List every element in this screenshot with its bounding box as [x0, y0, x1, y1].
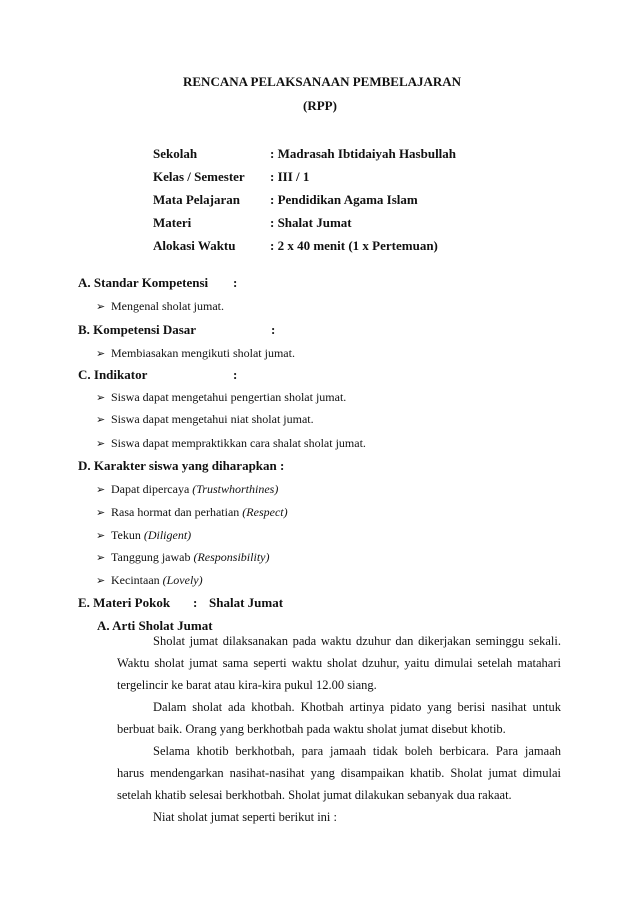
arrow-bullet-icon: ➢	[96, 347, 106, 360]
list-item: Membiasakan mengikuti sholat jumat.	[111, 346, 295, 360]
section-e-colon: :	[193, 595, 198, 610]
arrow-bullet-icon: ➢	[96, 506, 106, 519]
paragraph-line: Selama khotib berkhotbah, para jamaah tidak boleh berbicara. Para jamaah	[153, 744, 561, 758]
section-b-colon: :	[271, 322, 276, 337]
arrow-bullet-icon: ➢	[96, 437, 106, 450]
section-c-heading: C. Indikator	[78, 367, 148, 382]
list-item: Tekun (Diligent)	[111, 528, 192, 542]
paragraph-line: Waktu sholat jumat sama seperti waktu sholat dzuhur, yaitu dimulai setelah matahari	[117, 656, 561, 670]
page-title: RENCANA PELAKSANAAN PEMBELAJARAN	[183, 74, 462, 89]
paragraph-line: berbuat baik. Orang yang berkhotbah pada waktu sholat jumat disebut khotib.	[117, 722, 506, 736]
identity-value: : Pendidikan Agama Islam	[270, 192, 418, 207]
list-item: Siswa dapat mengetahui pengertian sholat jumat.	[111, 390, 347, 404]
section-b-heading: B. Kompetensi Dasar	[78, 322, 197, 337]
list-item: Kecintaan (Lovely)	[111, 573, 203, 587]
arrow-bullet-icon: ➢	[96, 574, 106, 587]
identity-value: : III / 1	[270, 169, 310, 184]
section-e-heading: E. Materi Pokok	[78, 595, 171, 610]
paragraph	[117, 696, 561, 740]
subsection-heading: A. Arti Sholat Jumat	[97, 618, 213, 633]
arrow-bullet-icon: ➢	[96, 529, 106, 542]
arrow-bullet-icon: ➢	[96, 413, 106, 426]
section-a-heading: A. Standar Kompetensi	[78, 275, 209, 290]
identity-value: : Shalat Jumat	[270, 215, 352, 230]
paragraph-line: Sholat jumat dilaksanakan pada waktu dzuhur dan dikerjakan seminggu sekali.	[153, 634, 561, 648]
paragraph	[117, 630, 561, 696]
identity-label: Alokasi Waktu	[153, 238, 236, 253]
identity-value: : Madrasah Ibtidaiyah Hasbullah	[270, 146, 457, 161]
paragraph-line: harus mendengarkan nasihat-nasihat yang disampaikan khatib. Sholat jumat dimulai	[117, 766, 561, 780]
arrow-bullet-icon: ➢	[96, 391, 106, 404]
list-item: Mengenal sholat jumat.	[111, 299, 224, 313]
list-item: Dapat dipercaya (Trustwhorthines)	[111, 482, 279, 496]
section-a-colon: :	[233, 275, 238, 290]
paragraph	[117, 806, 561, 828]
paragraph-line: setelah khatib selesai berkhotbah. Sholat jumat dilakukan sebanyak dua rakaat.	[117, 788, 512, 802]
identity-value: : 2 x 40 menit (1 x Pertemuan)	[270, 238, 438, 253]
list-item: Siswa dapat mempraktikkan cara shalat sholat jumat.	[111, 436, 366, 450]
section-e-value: Shalat Jumat	[209, 595, 284, 610]
paragraph-line: Dalam sholat ada khotbah. Khotbah artinya pidato yang berisi nasihat untuk	[153, 700, 561, 714]
list-item: Tanggung jawab (Responsibility)	[111, 550, 270, 564]
identity-label: Kelas / Semester	[153, 169, 245, 184]
arrow-bullet-icon: ➢	[96, 300, 106, 313]
identity-label: Sekolah	[153, 146, 198, 161]
section-d-heading: D. Karakter siswa yang diharapkan :	[78, 458, 285, 473]
arrow-bullet-icon: ➢	[96, 551, 106, 564]
section-c-colon: :	[233, 367, 238, 382]
paragraph-line: Niat sholat jumat seperti berikut ini :	[153, 810, 337, 824]
page-subtitle: (RPP)	[303, 98, 337, 113]
arrow-bullet-icon: ➢	[96, 483, 106, 496]
paragraph-line: tergelincir ke barat atau kira-kira pukul 12.00 siang.	[117, 678, 377, 692]
list-item: Siswa dapat mengetahui niat sholat jumat.	[111, 412, 314, 426]
paragraph	[117, 740, 561, 806]
identity-label: Mata Pelajaran	[153, 192, 241, 207]
list-item: Rasa hormat dan perhatian (Respect)	[111, 505, 288, 519]
identity-label: Materi	[153, 215, 192, 230]
